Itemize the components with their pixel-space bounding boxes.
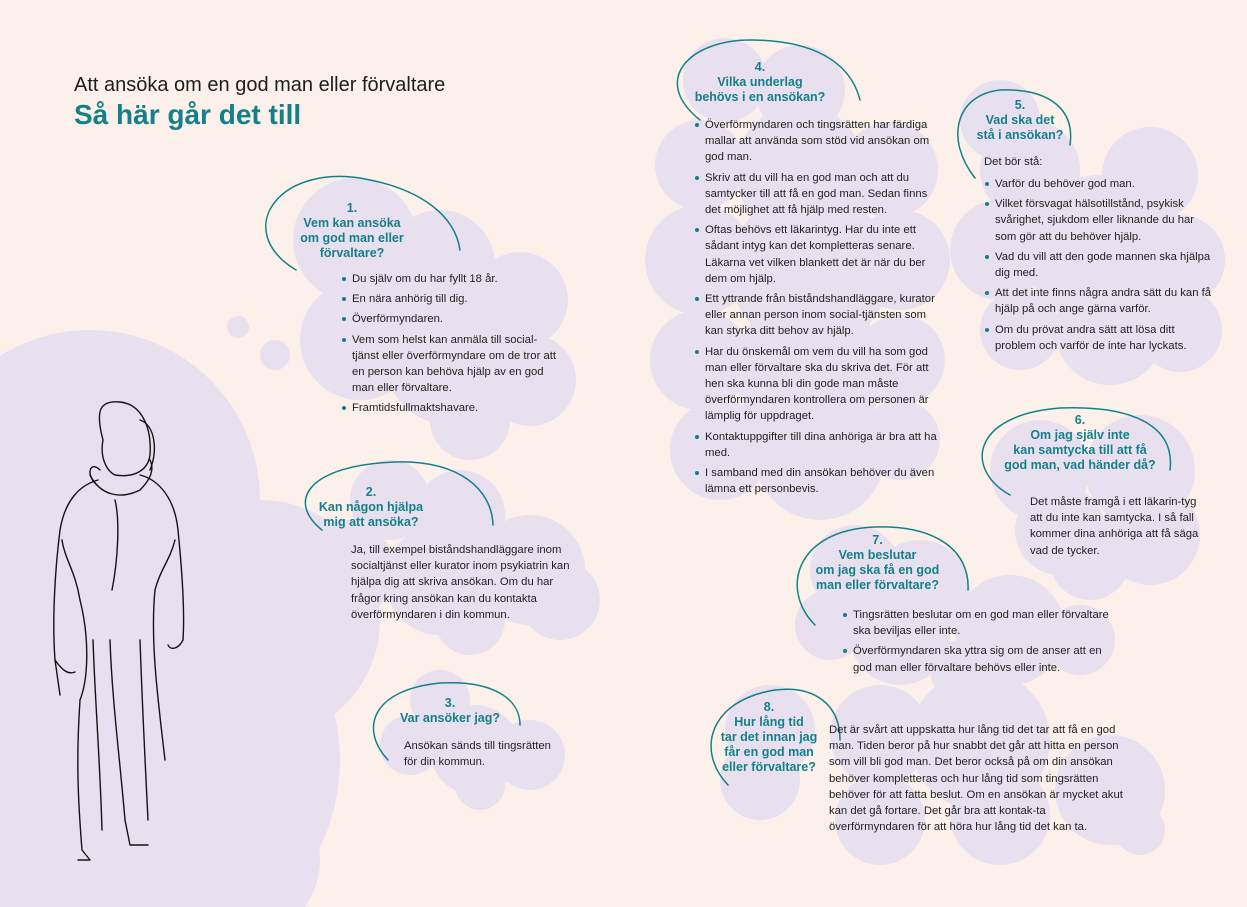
- list-item: Överförmyndaren och tingsrätten har färdiga mallar att använda som stöd vid ansökan om god man.: [695, 117, 945, 166]
- section-1-heading: [282, 201, 422, 261]
- section-8-number: 8.: [763, 700, 775, 714]
- section-7-question: Vem beslutar om jag ska få en god man eller förvaltare?: [815, 548, 940, 592]
- section-1-question: Vem kan ansöka om god man eller förvaltare?: [300, 216, 404, 260]
- section-5-list: [985, 176, 1215, 358]
- list-item: Har du önskemål om vem du vill ha som god man eller förvaltare ska du skriva det. För att hen ska kunna bli din gode man måste överförmyndaren kontrollera om personen är lämplig för uppdraget.: [695, 344, 945, 425]
- list-item: Du själv om du har fyllt 18 år.: [342, 271, 562, 287]
- section-7-heading: [800, 533, 955, 593]
- section-6-question: Om jag själv inte kan samtycka till att få god man, vad händer då?: [1004, 428, 1156, 472]
- section-4-heading: [680, 60, 840, 105]
- page-title: Så här går det till: [74, 99, 302, 130]
- section-3-question: Var ansöker jag?: [399, 711, 501, 725]
- list-item: Om du prövat andra sätt att lösa ditt problem och varför de inte har lyckats.: [985, 322, 1215, 354]
- section-5-question: Vad ska det stå i ansökan?: [976, 113, 1064, 142]
- section-5-intro: Det bör stå:: [984, 156, 1043, 168]
- section-5-number: 5.: [1014, 98, 1026, 112]
- list-item: Tingsrätten beslutar om en god man eller förvaltare ska beviljas eller inte.: [843, 607, 1113, 639]
- section-5-heading: [965, 98, 1075, 143]
- list-item: Ett yttrande från biståndshandläggare, kurator eller annan person inom social-tjänsten som kan styrka ditt behov av hjälp.: [695, 291, 945, 340]
- section-1-list: [342, 271, 562, 421]
- list-item: I samband med din ansökan behöver du även lämna ett personbevis.: [695, 465, 945, 497]
- page-subtitle: Att ansöka om en god man eller förvaltare: [74, 74, 446, 96]
- list-item: Att det inte finns några andra sätt du kan få hjälp på och ange gärna varför.: [985, 285, 1215, 317]
- section-6-heading: [995, 413, 1165, 473]
- list-item: Framtidsfullmaktshavare.: [342, 400, 562, 416]
- list-item: Varför du behöver god man.: [985, 176, 1215, 192]
- section-6-number: 6.: [1074, 413, 1086, 427]
- section-2-text: Ja, till exempel biståndshandläggare inom socialtjänst eller kurator inom psykiatrin kan hjälpa dig att skriva ansökan. Om du har frågor kring ansökan kan du kontakta överförmyndaren i din kommun.: [351, 544, 570, 621]
- section-2-question: Kan någon hjälpa mig att ansöka?: [318, 500, 424, 529]
- section-8-text: Det är svårt att uppskatta hur lång tid det tar att få en god man. Tiden beror på hur snabbt det går att hitta en person som vill bli god man. Det beror också på om din ansökan behöver kompletteras och hur lång tid som tingsrätten behöver för att fatta beslut. Om en ansökan är mycket akut kan det gå fortare. Det går bra att kontak-ta överförmyndaren för att höra hur lång tid det kan ta.: [829, 724, 1123, 834]
- section-3-number: 3.: [444, 696, 456, 710]
- section-3-text: Ansökan sänds till tingsrätten för din kommun.: [404, 740, 551, 769]
- list-item: Överförmyndaren.: [342, 311, 562, 327]
- section-4-number: 4.: [754, 60, 766, 74]
- section-8-question: Hur lång tid tar det innan jag får en god man eller förvaltare?: [720, 715, 818, 774]
- section-8-heading: [718, 700, 820, 775]
- list-item: Överförmyndaren ska yttra sig om de anser att en god man eller förvaltare behövs eller inte.: [843, 643, 1113, 675]
- list-item: En nära anhörig till dig.: [342, 291, 562, 307]
- section-4-list: [695, 117, 945, 501]
- section-7-number: 7.: [872, 533, 883, 547]
- section-2-heading: [306, 485, 436, 530]
- section-1-number: 1.: [346, 201, 358, 215]
- section-7-list: [843, 607, 1113, 680]
- section-6-text: Det måste framgå i ett läkarin-tyg att du inte kan samtycka. I så fall kommer dina anhöriga att få säga vad de tycker.: [1030, 496, 1199, 557]
- section-2-number: 2.: [365, 485, 377, 499]
- list-item: Vilket försvagat hälsotillstånd, psykisk svårighet, sjukdom eller liknande du har som gör att du behöver hjälp.: [985, 196, 1215, 245]
- list-item: Oftas behövs ett läkarintyg. Har du inte ett sådant intyg kan det kompletteras senare. Läkarna vet vilken blankett det är när du ber dem om hjälp.: [695, 222, 945, 287]
- list-item: Kontaktuppgifter till dina anhöriga är bra att ha med.: [695, 429, 945, 461]
- section-4-question: Vilka underlag behövs i en ansökan?: [694, 75, 826, 104]
- list-item: Vem som helst kan anmäla till social-tjänst eller överförmyndare om de tror att en person kan behöva hjälp av en god man eller förvaltare.: [342, 332, 562, 397]
- list-item: Skriv att du vill ha en god man och att du samtycker till att få en god man. Sedan finns det möjlighet att få hjälp med resten.: [695, 170, 945, 219]
- list-item: Vad du vill att den gode mannen ska hjälpa dig med.: [985, 249, 1215, 281]
- section-3-heading: [385, 696, 515, 726]
